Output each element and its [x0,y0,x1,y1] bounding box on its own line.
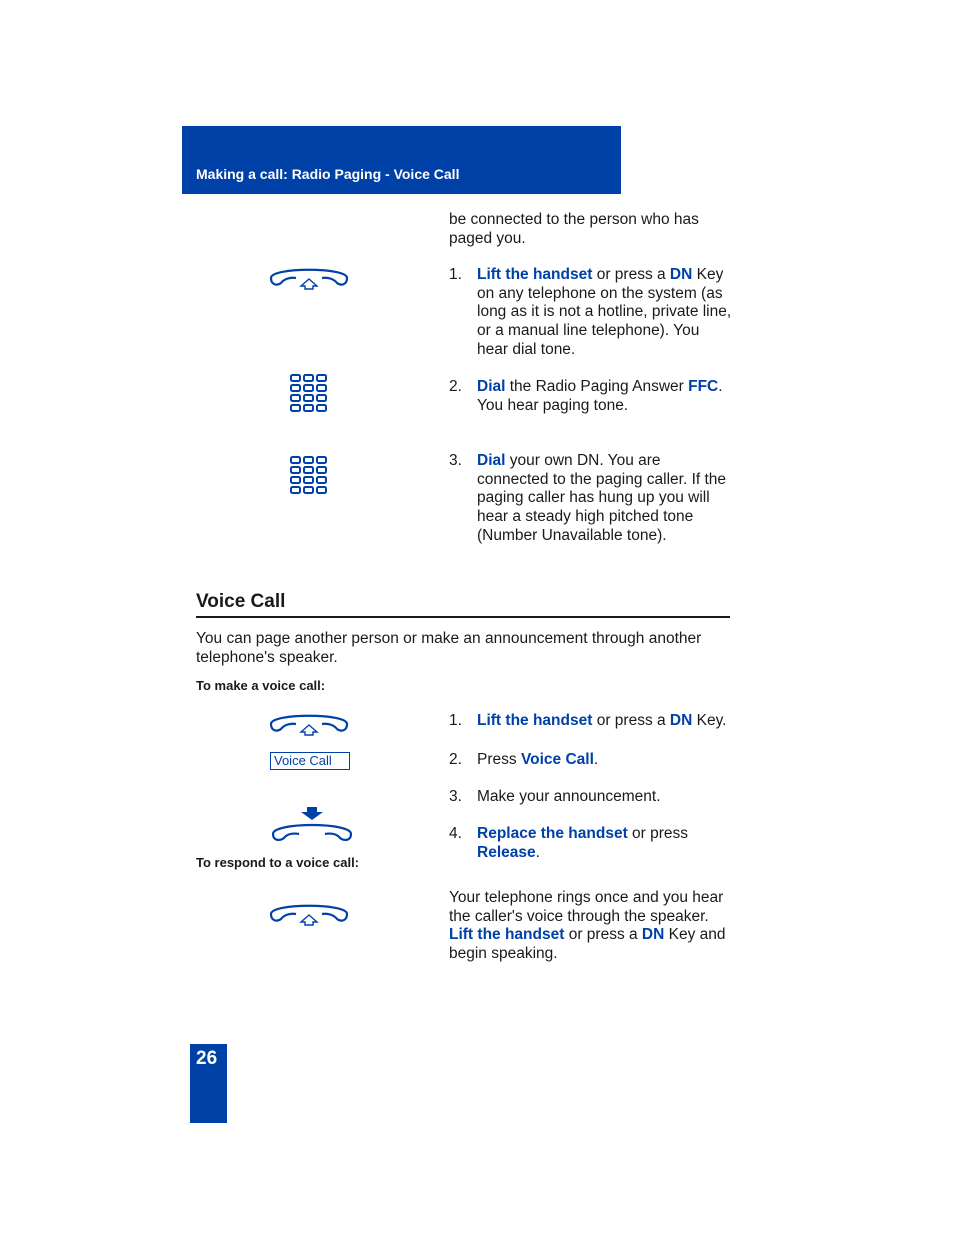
body-text: or press [627,825,689,842]
handset-lift-icon [268,900,350,926]
emphasis-text: DN [669,712,693,729]
voice-step-1 [477,712,737,731]
paging-step-2 [477,378,732,415]
body-text: or press a [564,926,642,944]
emphasis-text: Dial [477,378,506,395]
make-voice-call-heading: To make a voice call: [196,678,326,693]
emphasis-text: FFC [688,378,719,395]
emphasis-text: DN [669,266,693,283]
page-number-tab [190,1044,227,1123]
emphasis-text: Replace the handset [477,825,628,842]
header-bar [182,126,621,194]
body-text: . You hear paging tone. [477,378,723,414]
step-number: 2. [449,378,462,395]
body-text: Key. [692,712,727,729]
voice-call-softkey[interactable]: Voice Call [270,752,350,770]
step-number: 3. [449,452,462,469]
voice-step-3 [477,788,737,807]
emphasis-text: Lift the handset [477,712,593,729]
step-number: 1. [449,712,462,729]
body-text: Your telephone rings once and you hear the caller's voice through the speaker. [449,889,724,925]
respond-text [449,889,731,964]
paging-step-3 [477,452,732,546]
body-text: Make your announcement. [477,788,661,805]
body-text: Press [477,751,521,768]
header-title: Making a call: Radio Paging - Voice Call [196,166,460,182]
respond-voice-call-heading: To respond to a voice call: [196,855,360,870]
step-number: 3. [449,788,462,805]
intro-text: be connected to the person who has paged you. [449,211,699,247]
dialpad-icon [289,374,329,413]
body-text: Key and begin speaking. [449,926,726,963]
handset-lift-icon [268,710,350,736]
voice-step-4 [477,825,737,862]
body-text: or press a [592,712,670,729]
emphasis-text: Release [477,843,536,861]
handset-replace-icon [270,806,354,842]
handset-lift-icon [268,264,350,290]
body-text: . [593,751,599,768]
section-title: Voice Call [196,591,730,618]
emphasis-text: Lift the handset [477,266,593,283]
dialpad-icon [289,456,329,495]
step-number: 2. [449,751,462,768]
emphasis-text: Dial [477,452,506,469]
body-text: the Radio Paging Answer [505,378,689,395]
page-number: 26 [196,1048,218,1069]
step-number: 4. [449,825,462,842]
voice-step-2 [477,751,737,770]
body-text: Key on any telephone on the system (as long as it is not a hotline, private line, or a manual line telephone). You hear dial tone. [477,266,732,358]
body-text: or press a [592,266,670,283]
body-text: your own DN. You are connected to the paging caller. If the paging caller has hung up you will hear a steady high pitched tone (Number Unavailable tone). [477,452,727,544]
emphasis-text: Voice Call [520,751,594,768]
emphasis-text: Lift the handset [449,926,565,944]
voice-call-description: You can page another person or make an announcement through another telephone's speaker. [196,630,702,666]
step-number: 1. [449,266,462,283]
emphasis-text: DN [641,926,665,944]
paging-step-1 [477,266,732,360]
body-text: . [535,843,540,861]
